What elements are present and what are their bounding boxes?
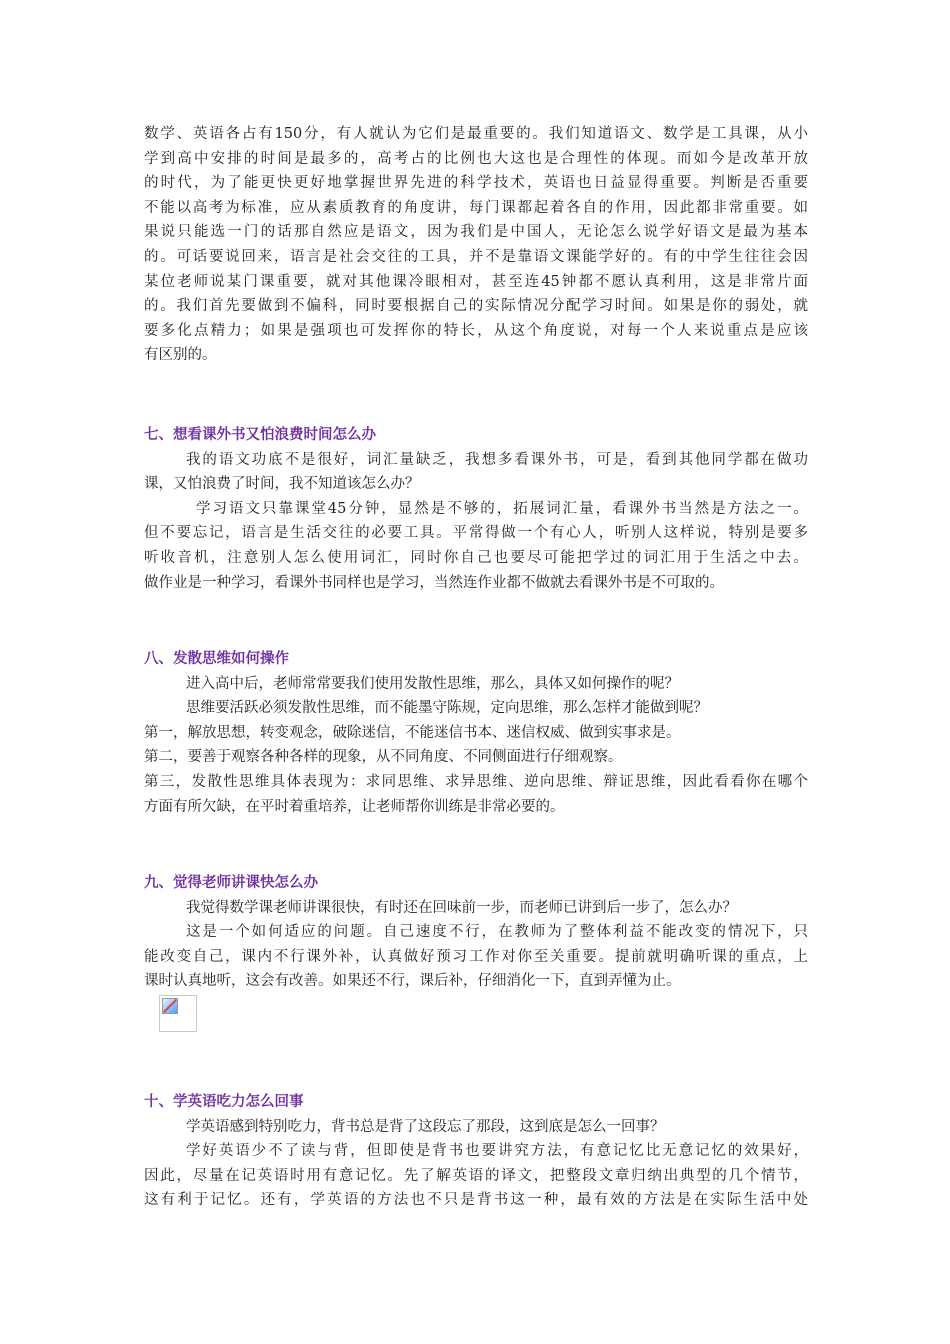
section-7 (144, 423, 808, 595)
text-line: 有区别的。 (144, 347, 217, 364)
question-line: 我的语文功底不是很好，词汇量缺乏，我想多看课外书，可是，看到其他同学都在做功 (186, 451, 808, 468)
question-line: 学英语感到特别吃力，背书总是背了这段忘了那段，这到底是怎么一回事？ (186, 1118, 665, 1135)
answer-line: 这有利于记忆。还有，学英语的方法也不只是背书这一种，最有效的方法是在实际生活中处 (144, 1192, 808, 1209)
text-line: 要多化点精力；如果是强项也可发挥你的特长，从这个角度说，对每一个人来说重点是应该 (144, 322, 808, 339)
text-line: 数学、英语各占有150分，有人就认为它们是最重要的。我们知道语文、数学是工具课，从小 (144, 126, 808, 142)
text-line: 的时代，为了能更快更好地掌握世界先进的科学技术，英语也日益显得重要。判断是否重要 (144, 175, 808, 192)
section-9 (144, 871, 808, 994)
question-line: 我觉得数学课老师讲课很快，有时还在回味前一步，而老师已讲到后一步了，怎么办？ (186, 899, 737, 916)
section-heading: 八、发散思维如何操作 (144, 651, 289, 667)
broken-image-icon (162, 998, 178, 1014)
text-line: 的。我们首先要做到不偏科，同时要根据自己的实际情况分配学习时间。如果是你的弱处，就 (144, 298, 808, 315)
section-heading: 十、学英语吃力怎么回事 (144, 1094, 304, 1110)
text-line: 某位老师说某门课重要，就对其他课冷眼相对，甚至连45钟都不愿认真利用，这是非常片面 (144, 273, 808, 290)
answer-line: 做作业是一种学习，看课外书同样也是学习，当然连作业都不做就去看课外书是不可取的。 (144, 574, 724, 591)
text-line: 不能以高考为标准，应从素质教育的角度讲，每门课都起着各自的作用，因此都非常重要。如 (144, 199, 808, 216)
section-10 (144, 1090, 808, 1213)
text-line: 的。可话要说回来，语言是社会交往的工具，并不是靠语文课能学好的。有的中学生往往会因 (144, 248, 808, 265)
answer-line: 听收音机，注意别人怎么使用词汇，同时你自己也要尽可能把学过的词汇用于生活之中去。 (144, 549, 808, 566)
point-line: 第三，发散性思维具体表现为：求同思维、求异思维、逆向思维、辩证思维，因此看看你在哪个 (144, 773, 808, 790)
point-line: 第二，要善于观察各种各样的现象，从不同角度、不同侧面进行仔细观察。 (144, 749, 623, 766)
answer-line: 课时认真地听，这会有改善。如果还不行，课后补，仔细消化一下，直到弄懂为止。 (144, 973, 681, 990)
section-8 (144, 647, 808, 819)
question-line: 课，又怕浪费了时间，我不知道该怎么办？ (144, 476, 420, 493)
answer-line: 因此，尽量在记英语时用有意记忆。先了解英语的译文，把整段文章归纳出典型的几个情节， (144, 1167, 808, 1184)
answer-line: 学习语文只靠课堂45分钟，显然是不够的，拓展词汇量，看课外书当然是方法之一。 (196, 500, 808, 517)
answer-line: 这是一个如何适应的问题。自己速度不行，在教师为了整体利益不能改变的情况下，只 (186, 924, 808, 941)
point-line: 方面有所欠缺，在平时着重培养，让老师帮你训练是非常必要的。 (144, 798, 565, 815)
text-line: 果说只能选一门的话那自然应是语文，因为我们是中国人，无论怎么说学好语文是最为基本 (144, 224, 808, 241)
intro-paragraph (144, 122, 808, 368)
section-heading: 九、觉得老师讲课快怎么办 (144, 875, 318, 891)
text-line: 学到高中安排的时间是最多的，高考占的比例也大这也是合理性的体现。而如今是改革开放 (144, 150, 808, 167)
section-heading: 七、想看课外书又怕浪费时间怎么办 (144, 427, 376, 443)
point-line: 第一，解放思想，转变观念，破除迷信，不能迷信书本、迷信权威、做到实事求是。 (144, 724, 681, 741)
question-line: 进入高中后，老师常常要我们使用发散性思维，那么，具体又如何操作的呢？ (186, 675, 679, 692)
answer-line: 思维要活跃必须发散性思维，而不能墨守陈规，定向思维，那么怎样才能做到呢？ (186, 700, 708, 717)
broken-image-placeholder (159, 995, 197, 1032)
answer-line: 但不要忘记，语言是生活交往的必要工具。平常得做一个有心人，听别人这样说，特别是要多 (144, 525, 808, 542)
answer-line: 能改变自己，课内不行课外补，认真做好预习工作对你至关重要。提前就明确听课的重点，上 (144, 948, 808, 965)
answer-line: 学好英语少不了读与背，但即使是背书也要讲究方法，有意记忆比无意记忆的效果好， (186, 1143, 808, 1160)
